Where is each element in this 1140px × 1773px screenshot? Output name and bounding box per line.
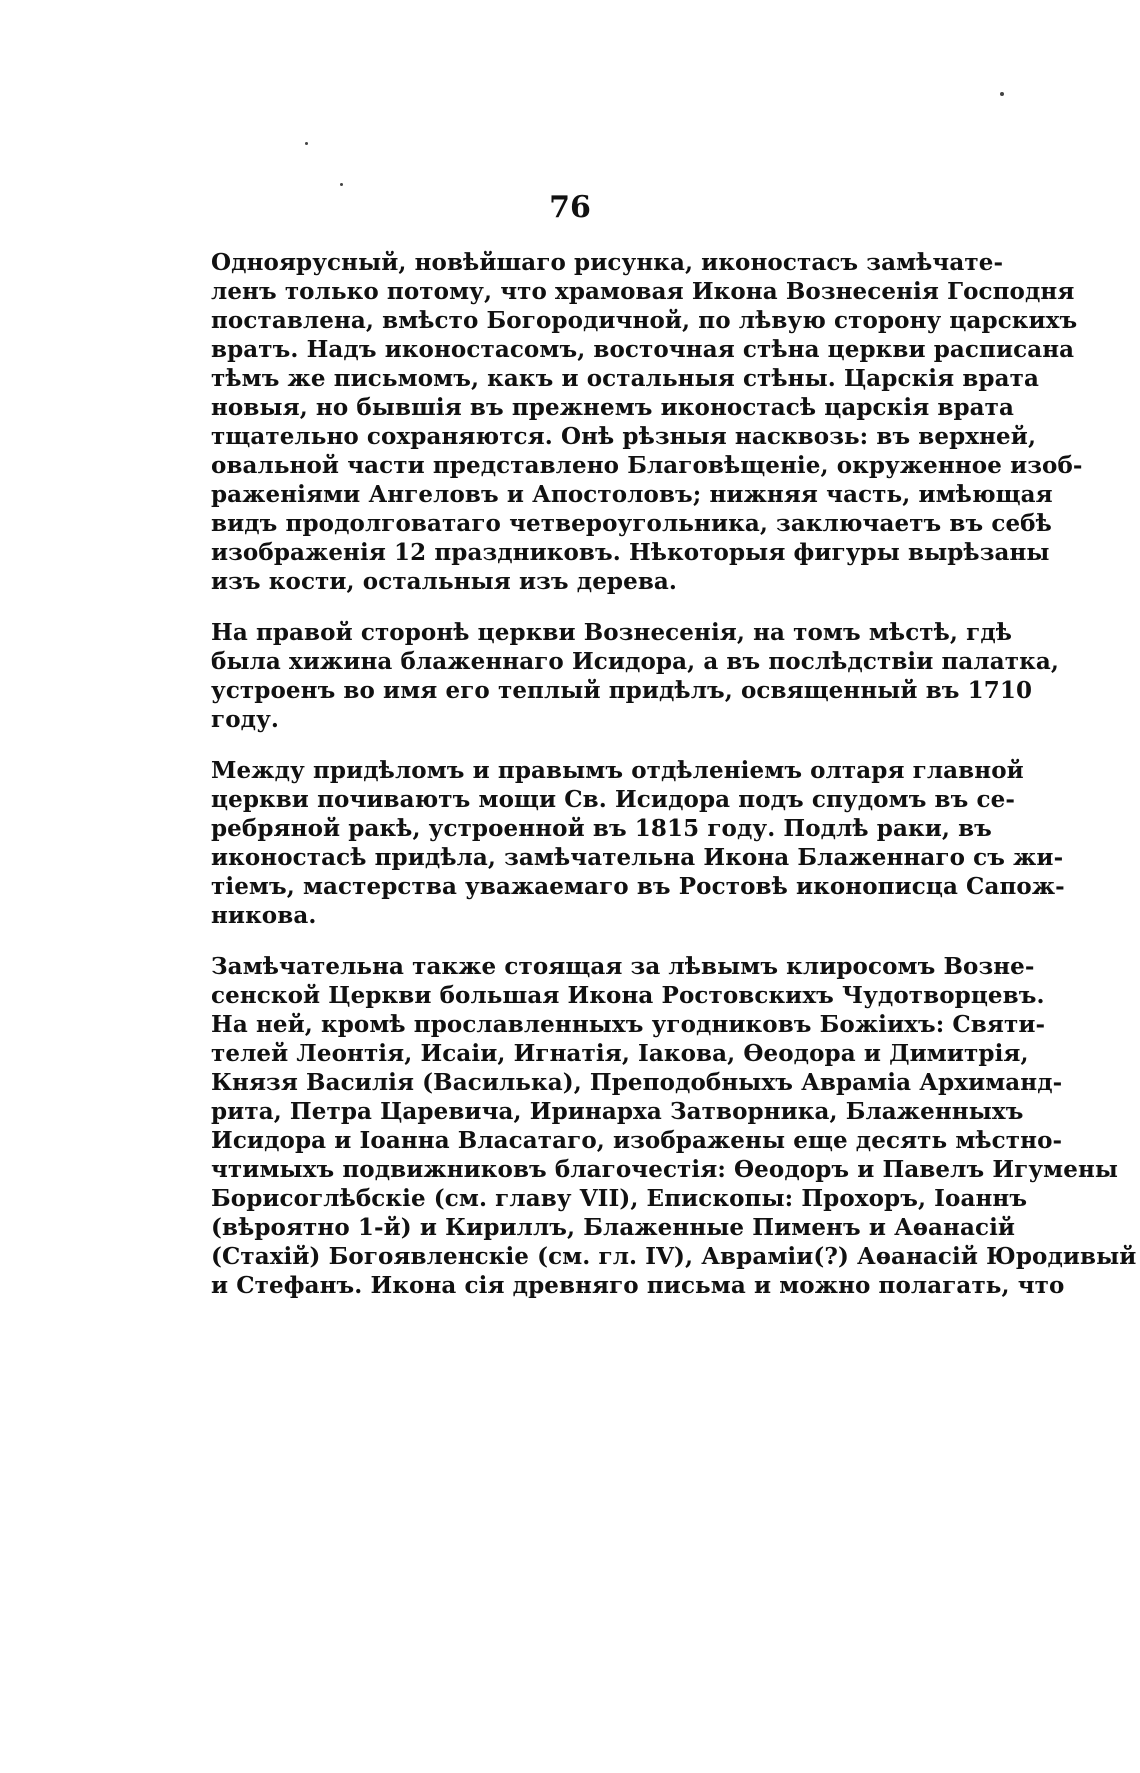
text-line: Князя Василія (Василька), Преподобныхъ Авраміа Архиманд- [211,1069,1063,1096]
text-line: изъ кости, остальныя изъ дерева. [211,568,678,595]
scan-speck [340,183,343,186]
text-line: На ней, кромѣ прославленныхъ угодниковъ Божіихъ: Святи- [211,1011,1046,1038]
text-line: сенской Церкви большая Икона Ростовскихъ Чудотворцевъ. [211,982,1045,1009]
text-line: Одноярусный, новѣйшаго рисунка, иконостасъ замѣчате- [211,249,1004,276]
paragraph-relics [211,756,1065,930]
scan-speck [305,142,308,145]
text-line: чтимыхъ подвижниковъ благочестія: Ѳеодоръ и Павелъ Игумены [211,1156,1119,1183]
text-line: никова. [211,902,317,929]
text-line: телей Леонтія, Исаіи, Игнатія, Іакова, Ѳеодора и Димитрія, [211,1040,1029,1067]
text-line: церкви почиваютъ мощи Св. Исидора подъ спудомъ въ се- [211,786,1015,813]
text-line: рита, Петра Царевича, Иринарха Затворника, Блаженныхъ [211,1098,1024,1125]
page-number: 76 [549,190,591,225]
text-line: была хижина блаженнаго Исидора, а въ послѣдствіи палатка, [211,648,1059,675]
body-text [211,248,1137,1322]
text-line: (Стахій) Богоявленскіе (см. гл. IV), Авраміи(?) Аѳанасій Юродивый [211,1243,1137,1270]
text-line: ленъ только потому, что храмовая Икона Вознесенія Господня [211,278,1075,305]
text-line: ребряной ракѣ, устроенной въ 1815 году. Подлѣ раки, въ [211,815,992,842]
text-line: изображенія 12 праздниковъ. Нѣкоторыя фигуры вырѣзаны [211,539,1050,566]
paragraph-iconostasis [211,248,1083,596]
text-line: поставлена, вмѣсто Богородичной, по лѣвую сторону царскихъ [211,307,1078,334]
text-line: Между придѣломъ и правымъ отдѣленіемъ олтаря главной [211,757,1024,784]
text-line: и Стефанъ. Икона сія древняго письма и можно полагать, что [211,1272,1065,1299]
text-line: (вѣроятно 1-й) и Кириллъ, Блаженные Пименъ и Аѳанасій [211,1214,1016,1241]
text-line: иконостасѣ придѣла, замѣчательна Икона Блаженнаго съ жи- [211,844,1064,871]
text-line: видъ продолговатаго четвероугольника, заключаетъ въ себѣ [211,510,1052,537]
text-line: раженіями Ангеловъ и Апостоловъ; нижняя часть, имѣющая [211,481,1053,508]
text-line: Исидора и Іоанна Власатаго, изображены еще десять мѣстно- [211,1127,1063,1154]
scan-speck [1000,92,1004,96]
text-line: вратъ. Надъ иконостасомъ, восточная стѣна церкви расписана [211,336,1075,363]
text-line: На правой сторонѣ церкви Вознесенія, на томъ мѣстѣ, гдѣ [211,619,1013,646]
text-line: Борисоглѣбскіе (см. главу VII), Епископы: Прохоръ, Іоаннъ [211,1185,1028,1212]
text-line: Замѣчательна также стоящая за лѣвымъ клиросомъ Возне- [211,953,1035,980]
paragraph-chapel [211,618,1059,734]
text-line: году. [211,706,279,733]
text-line: новыя, но бывшія въ прежнемъ иконостасѣ царскія врата [211,394,1015,421]
text-line: тѣмъ же письмомъ, какъ и остальныя стѣны. Царскія врата [211,365,1039,392]
text-line: тщательно сохраняются. Онѣ рѣзныя насквозь: въ верхней, [211,423,1037,450]
text-line: тіемъ, мастерства уважаемаго въ Ростовѣ иконописца Сапож- [211,873,1065,900]
paragraph-rostov-icon [211,952,1137,1300]
text-line: овальной части представлено Благовѣщеніе, окруженное изоб- [211,452,1083,479]
text-line: устроенъ во имя его теплый придѣлъ, освященный въ 1710 [211,677,1033,704]
